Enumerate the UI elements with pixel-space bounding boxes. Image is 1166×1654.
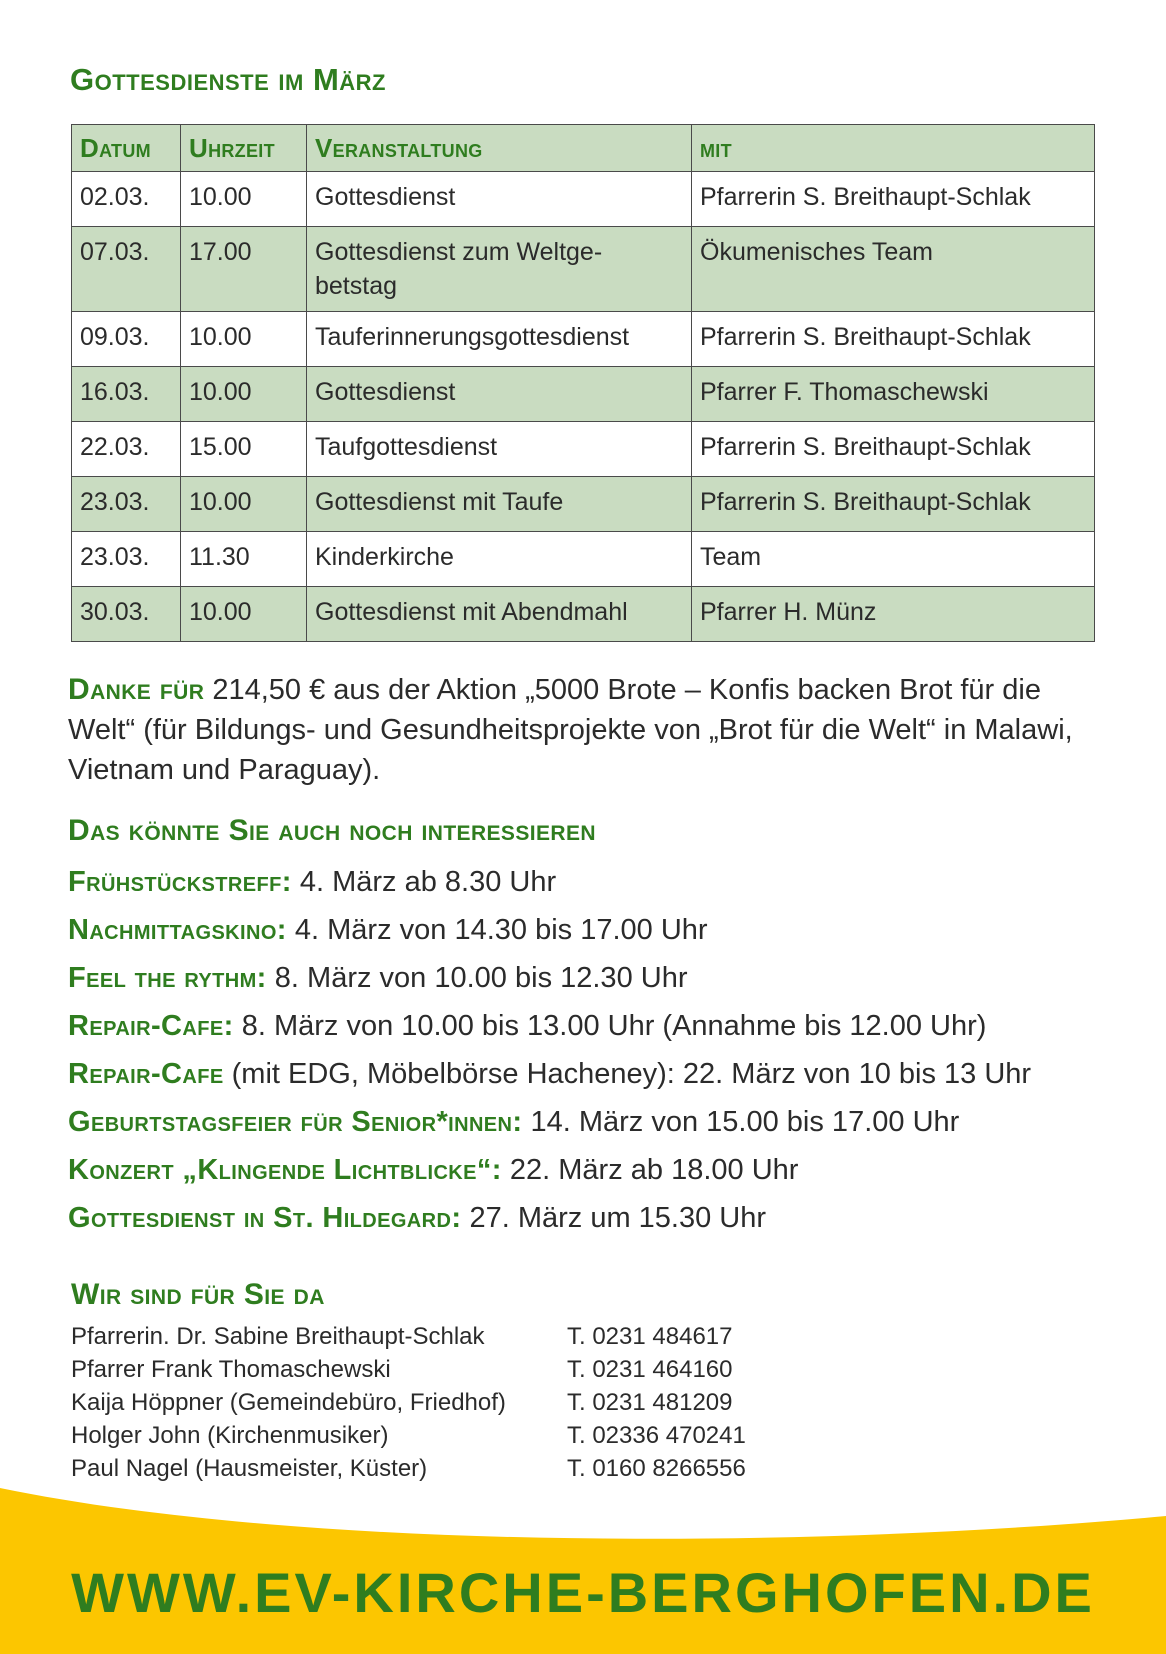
row-date: 07.03.: [72, 227, 181, 312]
row-with: Team: [692, 532, 1095, 587]
contact-list: [71, 1320, 871, 1485]
row-with: Pfarrerin S. Breithaupt-Schlak: [692, 422, 1095, 477]
event-detail: (mit EDG, Möbelbörse Hacheney): 22. März von 10 bis 13 Uhr: [223, 1058, 1032, 1090]
contact-phone: T. 0231 464160: [567, 1356, 733, 1383]
column-header-date: Datum: [72, 125, 181, 172]
event-list: [68, 862, 1138, 1246]
contact-row: [71, 1320, 871, 1353]
row-with: Ökumenisches Team: [692, 227, 1095, 312]
table-row: [72, 367, 1095, 422]
event-detail: 27. März um 15.30 Uhr: [461, 1202, 767, 1234]
column-header-time: Uhrzeit: [181, 125, 307, 172]
row-event: Gottesdienst mit Taufe: [307, 477, 692, 532]
contact-phone: T. 0231 484617: [567, 1323, 733, 1350]
row-with: Pfarrerin S. Breithaupt-Schlak: [692, 312, 1095, 367]
list-item: [68, 910, 1138, 958]
column-header-event: Veranstaltung: [307, 125, 692, 172]
row-time: 10.00: [181, 367, 307, 422]
event-name: Nachmittagskino:: [68, 914, 287, 946]
row-time: 10.00: [181, 312, 307, 367]
event-name: Repair-Cafe: [68, 1058, 224, 1090]
column-header-with: mit: [692, 125, 1095, 172]
contact-heading: Wir sind für Sie da: [71, 1278, 325, 1311]
row-date: 16.03.: [72, 367, 181, 422]
thanks-paragraph: [68, 670, 1108, 790]
contact-name: Holger John (Kirchenmusiker): [71, 1422, 389, 1449]
list-item: [68, 958, 1138, 1006]
table-row: [72, 422, 1095, 477]
row-event: Gottesdienst mit Abendmahl: [307, 587, 692, 642]
table-row: [72, 587, 1095, 642]
event-name: Konzert „Klingende Lichtblicke“:: [68, 1154, 502, 1186]
event-detail: 14. März von 15.00 bis 17.00 Uhr: [522, 1106, 960, 1138]
table-header-row: [72, 125, 1095, 172]
contact-row: [71, 1386, 871, 1419]
table-row: [72, 532, 1095, 587]
list-item: [68, 1054, 1138, 1102]
event-name: Frühstückstreff:: [68, 866, 292, 898]
contact-name: Kaija Höppner (Gemeindebüro, Friedhof): [71, 1389, 506, 1416]
row-with: Pfarrerin S. Breithaupt-Schlak: [692, 172, 1095, 227]
contact-phone: T. 0160 8266556: [567, 1455, 746, 1482]
table-row: [72, 312, 1095, 367]
row-event: Tauferinnerungsgottesdienst: [307, 312, 692, 367]
table-row: [72, 227, 1095, 312]
row-time: 15.00: [181, 422, 307, 477]
event-name: Feel the rythm:: [68, 962, 267, 994]
row-date: 09.03.: [72, 312, 181, 367]
event-detail: 8. März von 10.00 bis 13.00 Uhr (Annahme bis 12.00 Uhr): [233, 1010, 987, 1042]
event-detail: 4. März ab 8.30 Uhr: [291, 866, 557, 898]
page-title: Gottesdienste im März: [70, 62, 386, 97]
event-detail: 8. März von 10.00 bis 12.30 Uhr: [266, 962, 688, 994]
row-date: 23.03.: [72, 532, 181, 587]
list-item: [68, 1102, 1138, 1150]
row-time: 10.00: [181, 172, 307, 227]
contact-row: [71, 1419, 871, 1452]
table-row: [72, 172, 1095, 227]
service-schedule-table: [71, 124, 1095, 642]
contact-name: Pfarrer Frank Thomaschewski: [71, 1356, 391, 1383]
row-with: Pfarrerin S. Breithaupt-Schlak: [692, 477, 1095, 532]
contact-phone: T. 0231 481209: [567, 1389, 733, 1416]
row-time: 17.00: [181, 227, 307, 312]
row-with: Pfarrer H. Münz: [692, 587, 1095, 642]
thanks-text: 214,50 € aus der Aktion „5000 Brote – Konfis backen Brot für die Welt“ (für Bildungs- und Gesundheitsprojekte von „Brot für die Welt“ in Malawi, Vietnam und Paraguay).: [68, 674, 1073, 786]
event-detail: 4. März von 14.30 bis 17.00 Uhr: [286, 914, 708, 946]
thanks-lead: Danke für: [68, 673, 205, 706]
row-time: 11.30: [181, 532, 307, 587]
table-row: [72, 477, 1095, 532]
contact-row: [71, 1353, 871, 1386]
event-detail: 22. März ab 18.00 Uhr: [501, 1154, 799, 1186]
row-event: Kinderkirche: [307, 532, 692, 587]
event-name: Geburtstagsfeier für Senior*innen:: [68, 1106, 523, 1138]
row-with: Pfarrer F. Thomaschewski: [692, 367, 1095, 422]
row-date: 22.03.: [72, 422, 181, 477]
row-time: 10.00: [181, 587, 307, 642]
list-item: [68, 1150, 1138, 1198]
list-item: [68, 1006, 1138, 1054]
event-name: Gottesdienst in St. Hildegard:: [68, 1202, 462, 1234]
row-date: 02.03.: [72, 172, 181, 227]
contact-name: Pfarrerin. Dr. Sabine Breithaupt-Schlak: [71, 1323, 485, 1350]
contact-name: Paul Nagel (Hausmeister, Küster): [71, 1455, 428, 1482]
row-time: 10.00: [181, 477, 307, 532]
row-event: Taufgottesdienst: [307, 422, 692, 477]
event-name: Repair-Cafe:: [68, 1010, 234, 1042]
row-event: Gottesdienst: [307, 172, 692, 227]
row-event: Gottesdienst zum Weltge-betstag: [307, 227, 692, 312]
contact-phone: T. 02336 470241: [567, 1422, 746, 1449]
website-link[interactable]: WWW.EV-KIRCHE-BERGHOFEN.DE: [71, 1561, 1095, 1624]
row-event: Gottesdienst: [307, 367, 692, 422]
list-item: [68, 1198, 1138, 1246]
row-date: 30.03.: [72, 587, 181, 642]
list-item: [68, 862, 1138, 910]
row-date: 23.03.: [72, 477, 181, 532]
interest-heading: Das könnte Sie auch noch interessieren: [68, 814, 596, 847]
